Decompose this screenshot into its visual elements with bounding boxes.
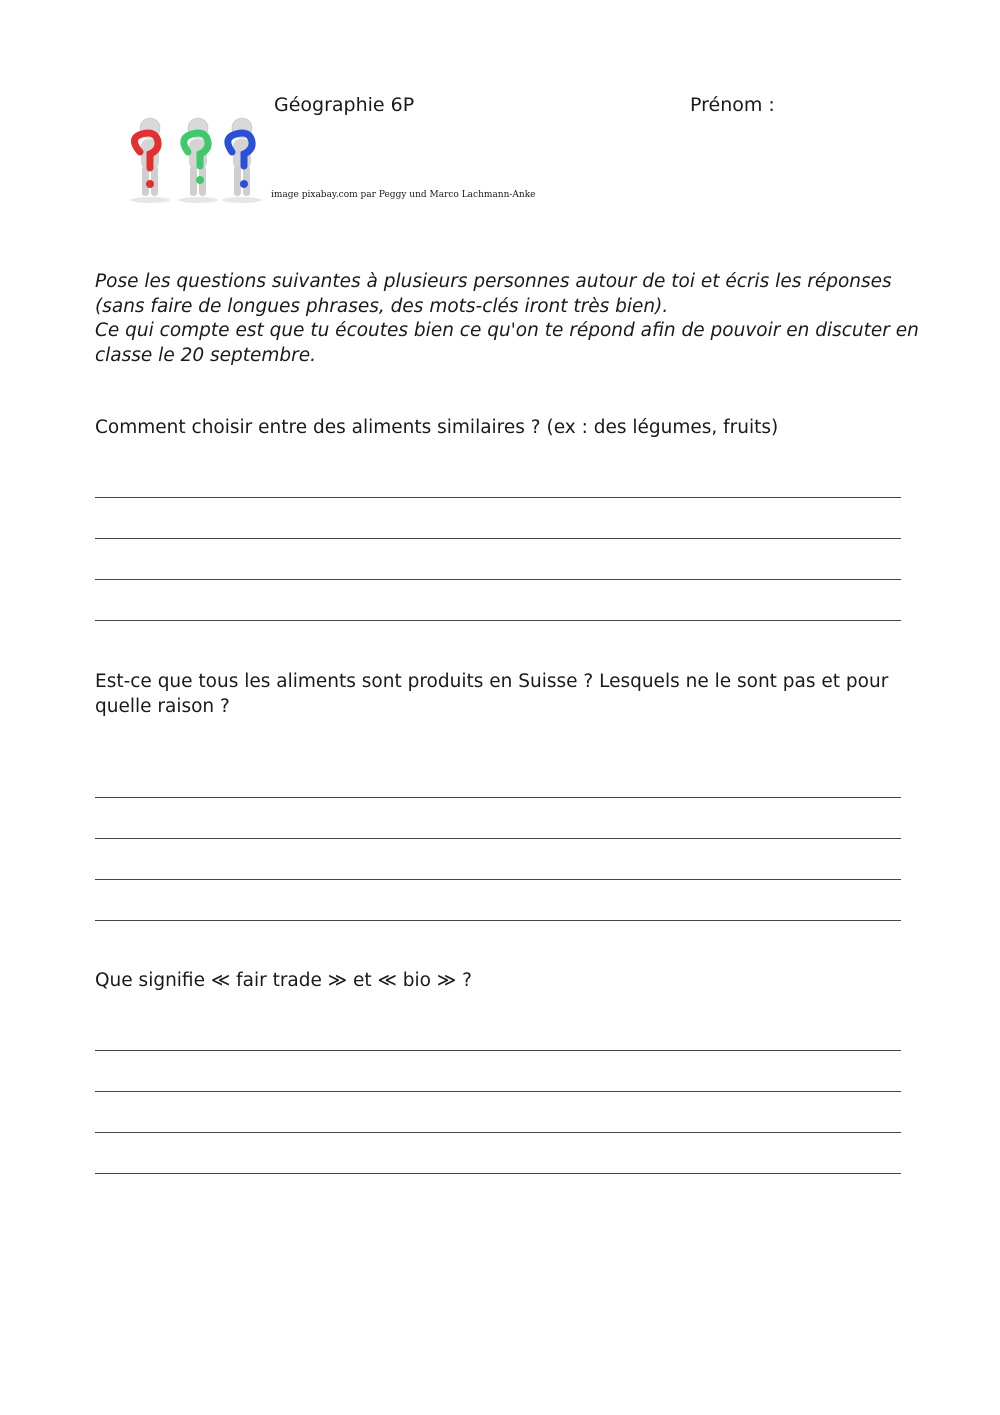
answer-line[interactable] <box>95 497 901 498</box>
question-3: Que signifie ≪ fair trade ≫ et ≪ bio ≫ ? <box>95 970 472 991</box>
instructions <box>95 270 925 368</box>
worksheet-title: Géographie 6P <box>274 94 415 116</box>
answer-line[interactable] <box>95 879 901 880</box>
answer-line[interactable] <box>95 797 901 798</box>
image-credit: image pixabay.com par Peggy und Marco Lachmann-Anke <box>271 190 536 200</box>
people-with-question-marks-icon <box>120 88 270 206</box>
answer-line[interactable] <box>95 1173 901 1174</box>
answer-line[interactable] <box>95 920 901 921</box>
question-1: Comment choisir entre des aliments similaires ? (ex : des légumes, fruits) <box>95 417 779 438</box>
answer-line[interactable] <box>95 620 901 621</box>
answer-line[interactable] <box>95 1132 901 1133</box>
first-name-label: Prénom : <box>690 94 775 116</box>
instructions-paragraph-2: Ce qui compte est que tu écoutes bien ce qu'on te répond afin de pouvoir en discuter en classe le 20 septembre. <box>95 320 919 366</box>
answer-line[interactable] <box>95 838 901 839</box>
answer-line[interactable] <box>95 1050 901 1051</box>
question-figures-image <box>120 88 270 206</box>
answer-line[interactable] <box>95 538 901 539</box>
answer-line[interactable] <box>95 1091 901 1092</box>
person-with-question-mark-icon <box>178 118 218 203</box>
answer-line[interactable] <box>95 579 901 580</box>
person-with-question-mark-icon <box>222 118 262 203</box>
person-with-question-mark-icon <box>130 118 170 203</box>
question-2: Est-ce que tous les aliments sont produits en Suisse ? Lesquels ne le sont pas et pour quelle raison ? <box>95 671 889 717</box>
instructions-paragraph-1: Pose les questions suivantes à plusieurs personnes autour de toi et écris les réponses (sans faire de longues phrases, des mots-clés iront très bien). <box>95 271 892 317</box>
